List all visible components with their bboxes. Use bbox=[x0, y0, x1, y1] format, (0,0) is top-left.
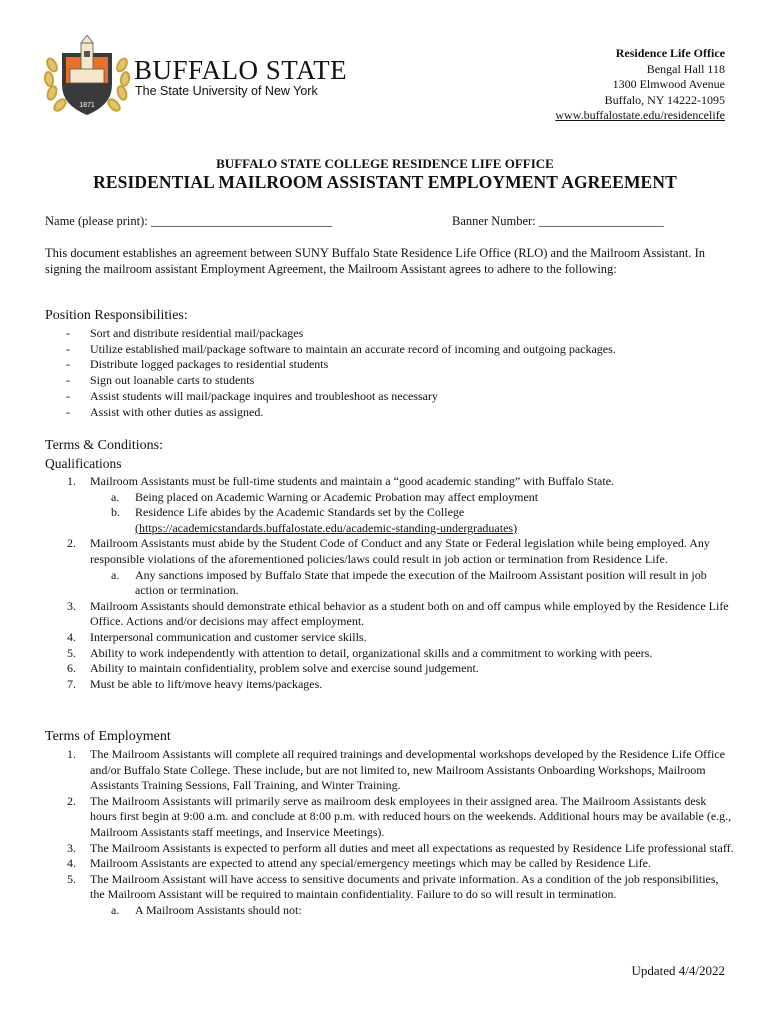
office-address bbox=[555, 46, 725, 124]
list-item: 3. The Mailroom Assistants is expected to perform all duties and meet all expectations as requested by Residence Life professional staff. bbox=[67, 840, 734, 855]
list-item: - Distribute logged packages to residential students bbox=[66, 357, 329, 372]
brand-name: BUFFALO STATE bbox=[134, 55, 348, 85]
list-item: 2. The Mailroom Assistants will primarily serve as mailroom desk employees in their assigned area. The Mailroom Assistants desk hours first begin at 9:00 a.m. and conclude at 8:00 p.m. with reduced hours on the weekends. Additional hours may be available (e.g., Mailroom Assistants staff meetings, and Inservice Meetings). bbox=[67, 793, 732, 839]
updated-date: Updated 4/4/2022 bbox=[631, 963, 725, 978]
qualifications-heading: Qualifications bbox=[45, 456, 122, 471]
intro-paragraph: This document establishes an agreement between SUNY Buffalo State Residence Life Office (RLO) and the Mailroom Assistant. In signing the mailroom assistant Employment Agreement, the Mailroom Assistant agrees to adhere to the following: bbox=[45, 246, 706, 276]
address-line: 1300 Elmwood Avenue bbox=[612, 77, 725, 91]
responsibilities-list bbox=[45, 326, 735, 420]
list-item: 1. The Mailroom Assistants will complete all required trainings and developmental workshops developed by the Residence Life Office and/or Buffalo State College. These include, but are not limited to, new Mailroom Assistants Onboarding Workshops, Mailroom Assistants Training Sessions, Fall Training, and Winter Training. bbox=[67, 747, 725, 793]
residence-life-link[interactable]: www.buffalostate.edu/residencelife bbox=[555, 108, 725, 122]
address-line: Bengal Hall 118 bbox=[646, 61, 725, 76]
terms-of-employment-heading: Terms of Employment bbox=[45, 729, 171, 744]
list-item: 4. Interpersonal communication and customer service skills. bbox=[67, 629, 367, 644]
terms-conditions-heading: Terms & Conditions: bbox=[45, 438, 164, 453]
position-responsibilities-heading: Position Responsibilities: bbox=[45, 308, 188, 323]
list-item: a. Being placed on Academic Warning or Academic Probation may affect employment bbox=[111, 489, 539, 504]
document-title: RESIDENTIAL MAILROOM ASSISTANT EMPLOYMENT AGREEMENT bbox=[93, 172, 677, 192]
list-item: a. Any sanctions imposed by Buffalo State that impede the execution of the Mailroom Assistant position will result in job action or termination. bbox=[111, 567, 707, 598]
list-item: 3. Mailroom Assistants should demonstrate ethical behavior as a student both on and off campus while employed by the Residence Life Office. Actions and/or decisions may affect employment. bbox=[67, 598, 729, 629]
list-item: a. A Mailroom Assistants should not: bbox=[111, 902, 302, 917]
list-item: - Sign out loanable carts to students bbox=[66, 373, 255, 388]
logo-year: 1871 bbox=[79, 102, 95, 109]
office-name: Residence Life Office bbox=[615, 46, 725, 60]
list-item: 5. The Mailroom Assistant will have access to sensitive documents and private information. As a condition of the job responsibilities, the Mailroom Assistant will be required to maintain confidentiality. Failure to do so will result in termination. bbox=[67, 871, 719, 902]
list-item: - Sort and distribute residential mail/packages bbox=[66, 326, 304, 340]
list-item: 5. Ability to work independently with attention to detail, organizational skills and a commitment to working with peers. bbox=[67, 645, 653, 660]
address-line: Buffalo, NY 14222-1095 bbox=[604, 92, 725, 107]
list-item: - Assist students will mail/package inquires and troubleshoot as necessary bbox=[66, 388, 438, 403]
list-item: 6. Ability to maintain confidentiality, problem solve and exercise sound judgement. bbox=[67, 661, 479, 676]
brand-subtitle: The State University of New York bbox=[135, 84, 318, 98]
employment-list bbox=[45, 747, 735, 919]
buffalo-state-logo bbox=[42, 35, 132, 119]
list-item: b. Residence Life abides by the Academic Standards set by the College (https://academicstandards.buffalostate.edu/academic-standing-undergraduates) bbox=[111, 505, 518, 535]
list-item: 4. Mailroom Assistants are expected to attend any special/emergency meetings which may be called by Residence Life. bbox=[67, 856, 651, 871]
list-item: 2. Mailroom Assistants must abide by the Student Code of Conduct and any State or Federal legislation while being employed. Any responsible violations of the aforementioned policies/laws could result in job action or termination from Residence Life. bbox=[67, 536, 710, 566]
name-field[interactable]: Name (please print): _____________________________ bbox=[45, 214, 333, 228]
list-item: - Assist with other duties as assigned. bbox=[66, 404, 264, 419]
list-item: 1. Mailroom Assistants must be full-time students and maintain a “good academic standing” with Buffalo State. bbox=[67, 474, 615, 488]
list-item: - Utilize established mail/package software to maintain an accurate record of incoming and outgoing packages. bbox=[66, 341, 616, 356]
qualifications-list bbox=[45, 474, 735, 692]
banner-number-field[interactable]: Banner Number: ____________________ bbox=[452, 214, 664, 228]
academic-standards-link[interactable]: (https://academicstandards.buffalostate.edu/academic-standing-undergraduates) bbox=[135, 520, 518, 535]
document-heading: BUFFALO STATE COLLEGE RESIDENCE LIFE OFFICE bbox=[216, 156, 554, 171]
list-item: 7. Must be able to lift/move heavy items/packages. bbox=[67, 676, 323, 691]
